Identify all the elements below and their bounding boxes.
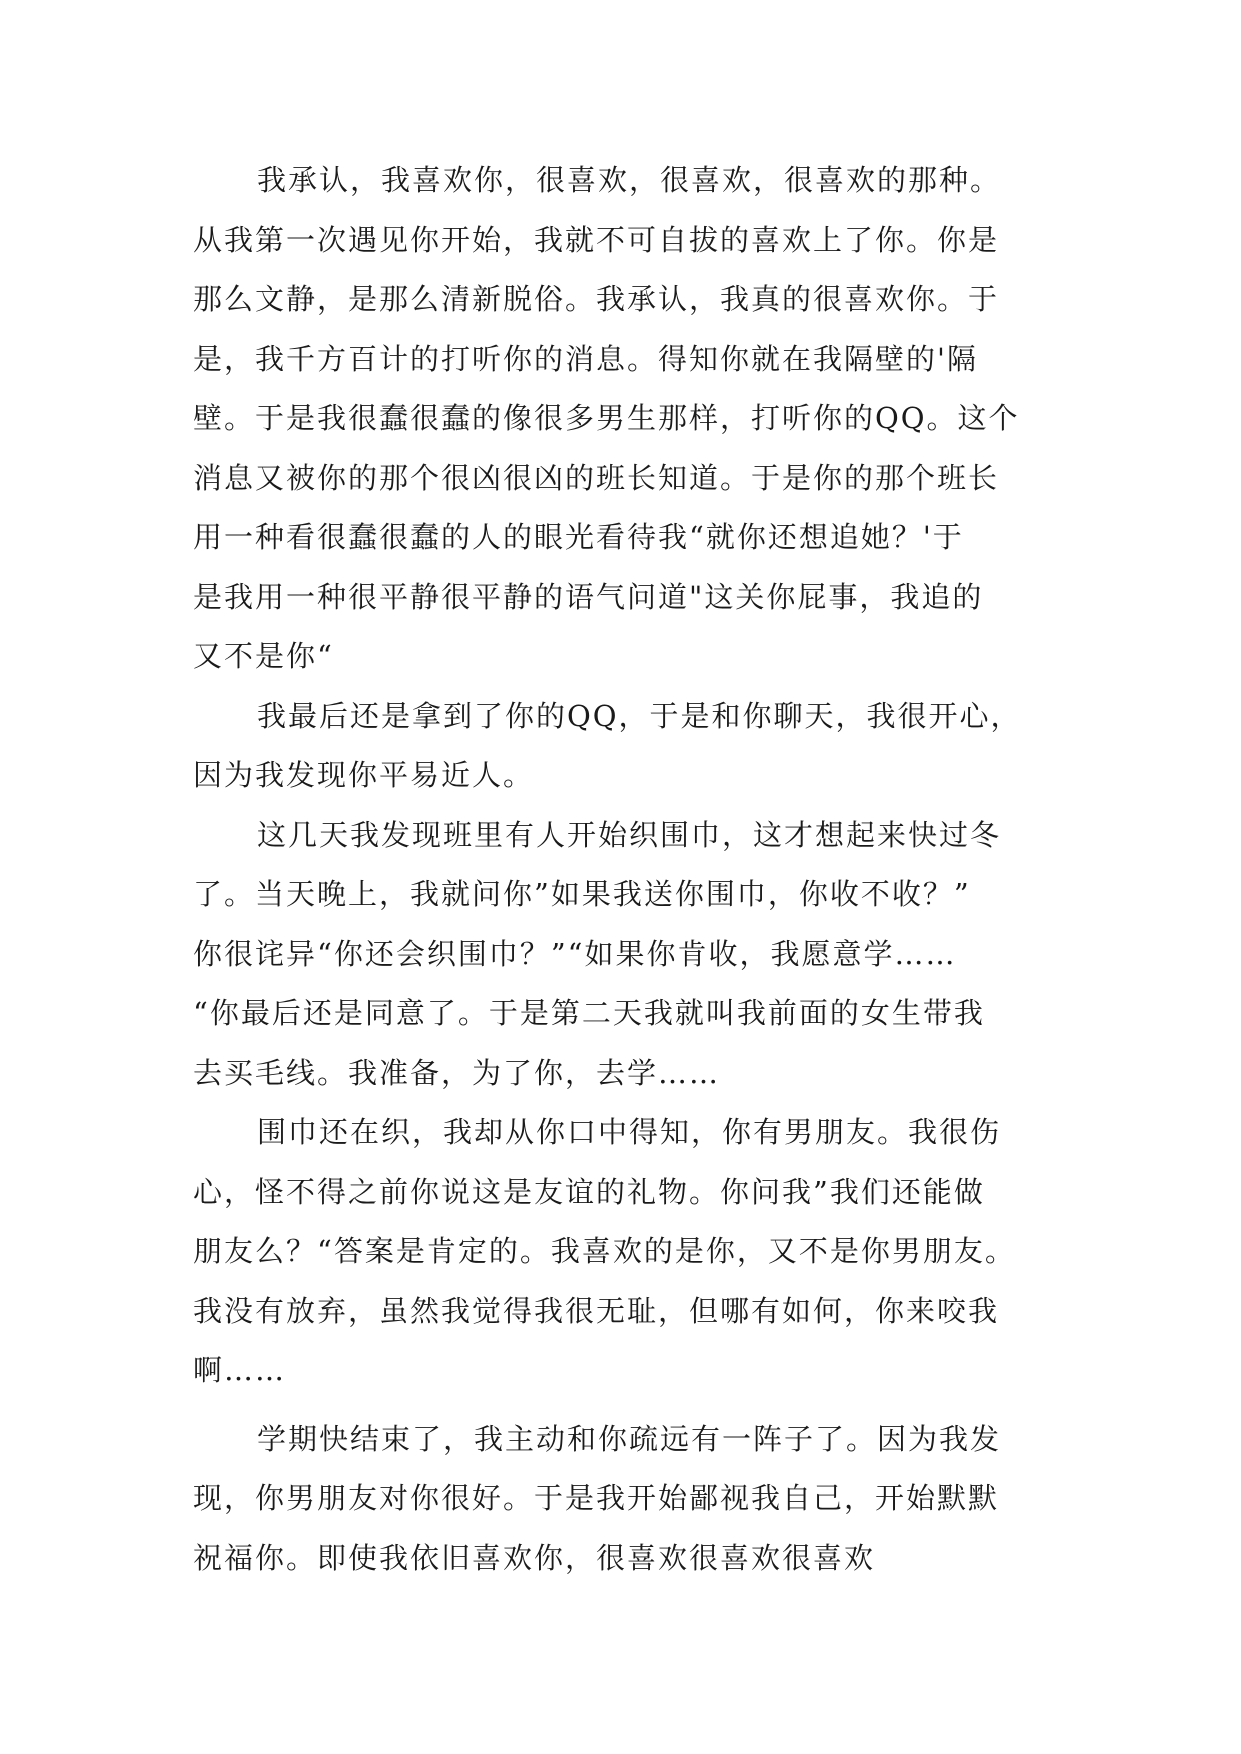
paragraph — [193, 815, 1073, 1113]
text-line: 你很诧异“你还会织围巾？”“如果你肯收，我愿意学…… — [193, 936, 957, 971]
paragraph — [193, 696, 1073, 815]
text-line: 这几天我发现班里有人开始织围巾，这才想起来快过冬 — [257, 817, 1002, 852]
text-line: 心，怪不得之前你说这是友谊的礼物。你问我”我们还能做 — [193, 1174, 985, 1209]
text-line: 用一种看很蠢很蠢的人的眼光看待我“就你还想追她？'于 — [193, 520, 964, 554]
text-line: 壁。于是我很蠢很蠢的像很多男生那样，打听你的QQ。这个 — [193, 401, 1020, 435]
text-line: 从我第一次遇见你开始，我就不可自拔的喜欢上了你。你是 — [193, 222, 1000, 257]
text-line: 了。当天晚上，我就问你”如果我送你围巾，你收不收？” — [193, 877, 971, 911]
paragraph-spacer — [193, 1410, 1073, 1419]
text-line: 是我用一种很平静很平静的语气问道"这关你屁事，我追的 — [193, 579, 984, 614]
text-line: 又不是你“ — [193, 639, 334, 673]
text-line: 学期快结束了，我主动和你疏远有一阵子了。因为我发 — [257, 1421, 1002, 1456]
text-line: 因为我发现你平易近人。 — [193, 758, 535, 792]
text-line: 消息又被你的那个很凶很凶的班长知道。于是你的那个班长 — [193, 460, 1000, 495]
text-line: 祝福你。即使我依旧喜欢你，很喜欢很喜欢很喜欢 — [193, 1540, 876, 1575]
text-line: “你最后还是同意了。于是第二天我就叫我前面的女生带我 — [193, 996, 985, 1030]
text-line: 我最后还是拿到了你的QQ，于是和你聊天，我很开心， — [257, 698, 1022, 733]
paragraph — [193, 1419, 1073, 1598]
text-line: 朋友么？“答案是肯定的。我喜欢的是你，又不是你男朋友。 — [193, 1234, 1016, 1268]
paragraph — [193, 160, 1073, 696]
text-line: 去买毛线。我准备，为了你，去学…… — [193, 1055, 721, 1090]
text-line: 我承认，我喜欢你，很喜欢，很喜欢，很喜欢的那种。 — [257, 163, 1002, 197]
text-line: 现，你男朋友对你很好。于是我开始鄙视我自己，开始默默 — [193, 1481, 1000, 1515]
text-line: 是，我千方百计的打听你的消息。得知你就在我隔壁的'隔 — [193, 341, 978, 376]
text-line: 啊…… — [193, 1353, 287, 1387]
essay-body — [193, 160, 1073, 1597]
text-line: 围巾还在织，我却从你口中得知，你有男朋友。我很伤 — [257, 1115, 1002, 1149]
text-line: 那么文静，是那么清新脱俗。我承认，我真的很喜欢你。于 — [193, 282, 1000, 316]
paragraph — [193, 1112, 1073, 1410]
text-line: 我没有放弃，虽然我觉得我很无耻，但哪有如何，你来咬我 — [193, 1293, 1000, 1328]
